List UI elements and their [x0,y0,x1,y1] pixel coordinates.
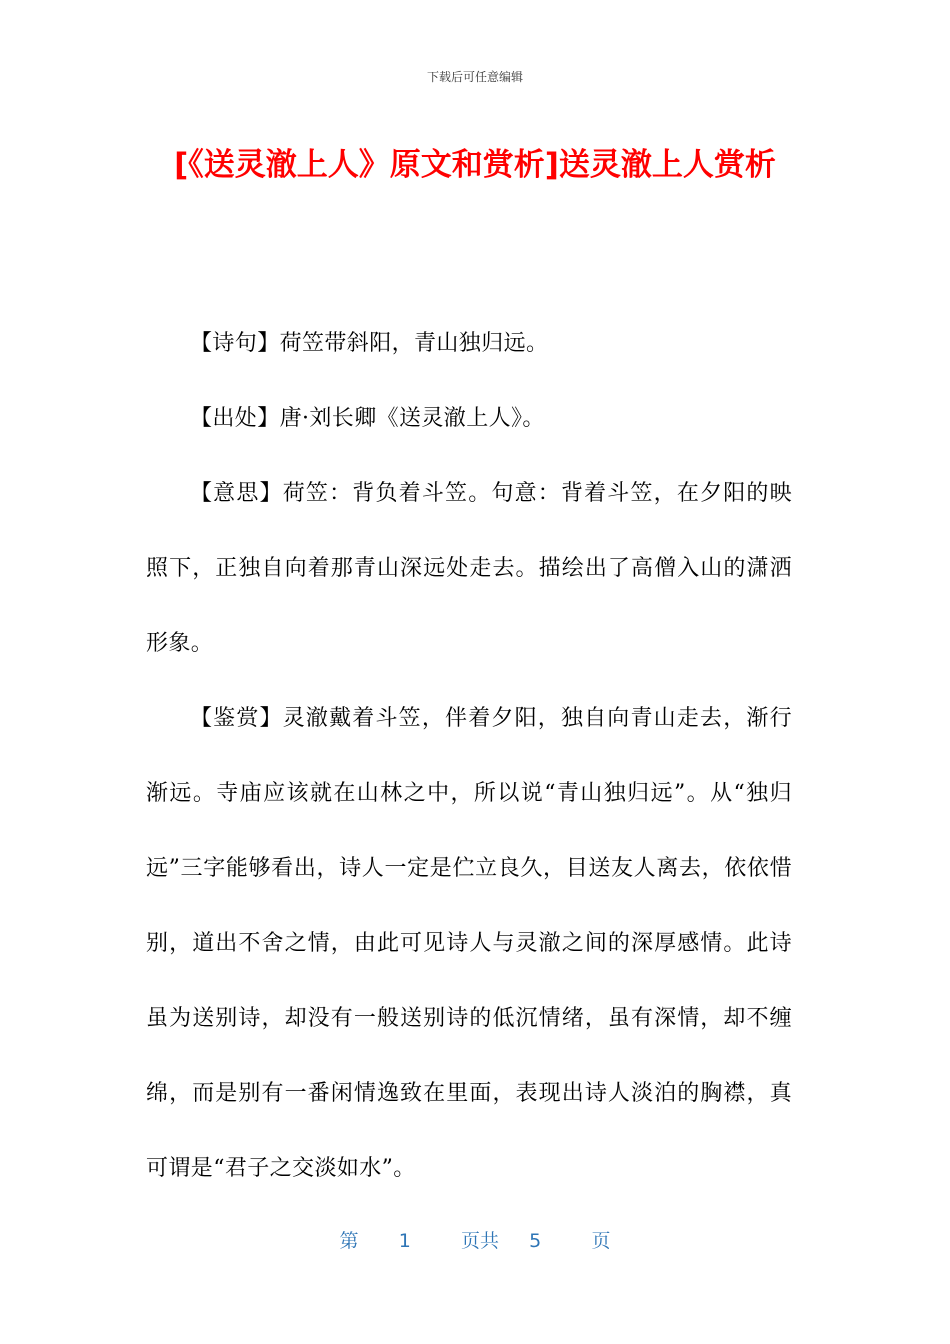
footer-total-pages: 5 [529,1230,542,1252]
paragraph-source: 【出处】唐·刘长卿《送灵澈上人》。 [190,406,545,431]
header-note: 下载后可任意编辑 [426,70,523,84]
document-body [146,306,792,1206]
document-title: [《送灵澈上人》原文和赏析]送灵澈上人赏析 [174,147,776,183]
paragraph-appreciation: 【鉴赏】灵澈戴着斗笠，伴着夕阳，独自向青山走去，渐行渐远。寺庙应该就在山林之中，所以说“青山独归远”。从“独归远”三字能够看出，诗人一定是伫立良久，目送友人离去，依依惜别，道出不舍之情，由此可见诗人与灵澈之间的深厚感情。此诗虽为送别诗，却没有一般送别诗的低沉情绪，虽有深情，却不缠绵，而是别有一番闲情逸致在里面，表现出诗人淡泊的胸襟，真可谓是“君子之交淡如水”。 [146,706,792,1181]
footer-mid: 页共 [461,1230,500,1252]
footer-prefix: 第 [339,1230,359,1252]
footer-current-page: 1 [398,1230,411,1252]
paragraph-verse: 【诗句】荷笠带斜阳，青山独归远。 [190,331,549,356]
footer-suffix: 页 [591,1230,611,1252]
paragraph-meaning: 【意思】荷笠：背负着斗笠。句意：背着斗笠，在夕阳的映照下，正独自向着那青山深远处走去。描绘出了高僧入山的潇洒形象。 [146,481,792,656]
page-footer [0,1226,950,1253]
